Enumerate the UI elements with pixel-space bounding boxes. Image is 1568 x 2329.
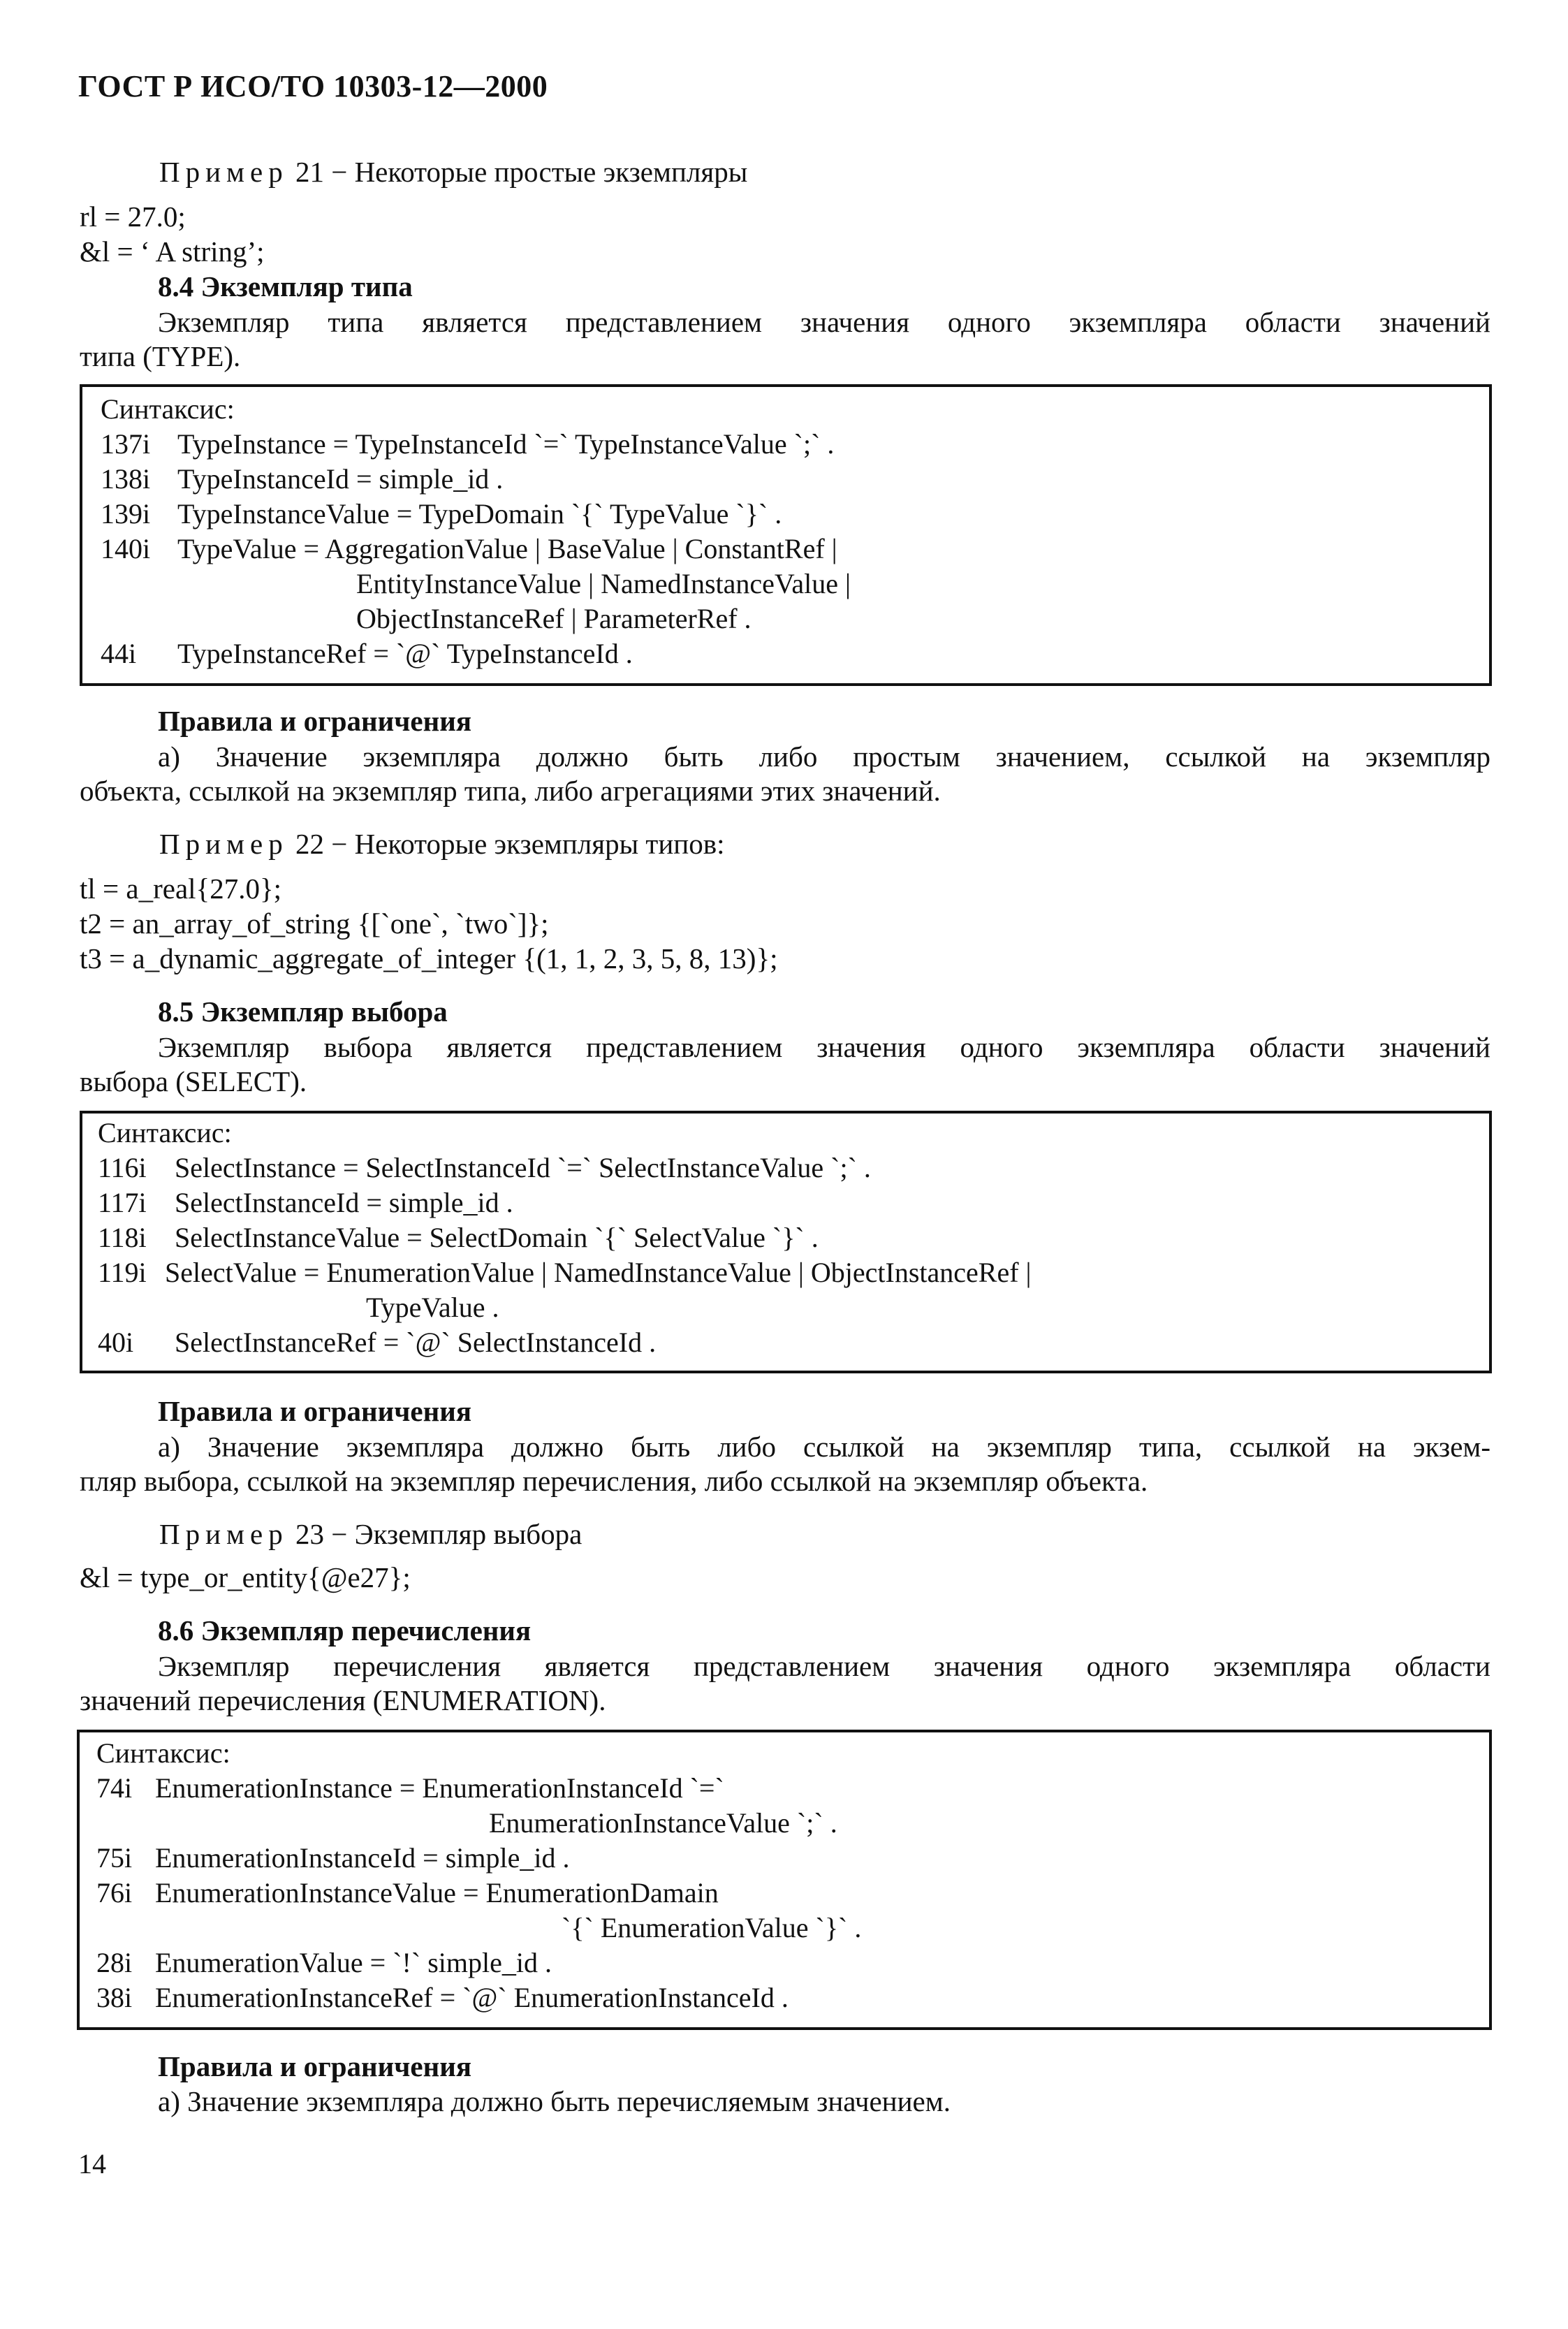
syntax-rule-text: SelectInstanceRef = `@` SelectInstanceId . <box>175 1327 657 1358</box>
syntax-title: Синтаксис: <box>98 1117 232 1148</box>
rule-line: а) Значение экземпляра должно быть либо простым значением, ссылкой на экземпляр <box>158 740 1490 773</box>
syntax-rule-number: 40i <box>98 1327 134 1358</box>
rule-line: объекта, ссылкой на экземпляр типа, либо агрегациями этих значений. <box>80 775 941 807</box>
section-heading: 8.5 Экземпляр выбора <box>158 995 448 1028</box>
document-header: ГОСТ Р ИСО/ТО 10303-12—2000 <box>78 69 548 103</box>
example-22 <box>159 827 724 861</box>
syntax-rule-number: 44i <box>101 638 137 669</box>
paragraph-line: типа (TYPE). <box>80 340 241 372</box>
syntax-rule-text: SelectInstanceId = simple_id . <box>175 1187 513 1218</box>
syntax-rule-number: 140i <box>101 533 151 564</box>
syntax-rule-continuation: EnumerationInstanceValue `;` . <box>489 1807 837 1839</box>
rules-heading: Правила и ограничения <box>158 1395 471 1427</box>
example-23 <box>159 1517 582 1552</box>
rule-line: а) Значение экземпляра должно быть либо ссылкой на экземпляр типа, ссылкой на экзем- <box>158 1431 1490 1463</box>
section-heading: 8.4 Экземпляр типа <box>158 270 413 302</box>
syntax-box <box>80 1111 1492 1373</box>
section-heading: 8.6 Экземпляр перечисления <box>158 1614 532 1647</box>
page-number: 14 <box>78 2148 106 2180</box>
example-label: Пример <box>159 156 288 188</box>
code-line: tl = a_real{27.0}; <box>80 873 282 905</box>
example-label: Пример <box>159 828 288 860</box>
syntax-rule-number: 118i <box>98 1222 147 1253</box>
rules-heading: Правила и ограничения <box>158 705 471 737</box>
example-text: 23 − Экземпляр выбора <box>288 1518 582 1550</box>
code-line: t2 = an_array_of_string {[`one`, `two`]}; <box>80 907 549 940</box>
syntax-rule-continuation: ObjectInstanceRef | ParameterRef . <box>356 603 752 634</box>
paragraph-line: Экземпляр выбора является представлением значения одного экземпляра области значений <box>158 1031 1490 1063</box>
syntax-rule-text: TypeValue = AggregationValue | BaseValue | ConstantRef | <box>177 533 837 564</box>
syntax-rule-continuation: EntityInstanceValue | NamedInstanceValue | <box>356 568 851 599</box>
syntax-rule-number: 119i <box>98 1257 147 1288</box>
rule-line: пляр выбора, ссылкой на экземпляр перечисления, либо ссылкой на экземпляр объекта. <box>80 1465 1148 1497</box>
syntax-rule-continuation: TypeValue . <box>366 1292 499 1323</box>
paragraph-line: Экземпляр перечисления является представлением значения одного экземпляра области <box>158 1650 1490 1682</box>
example-label: Пример <box>159 1518 288 1550</box>
rules-heading: Правила и ограничения <box>158 2050 471 2082</box>
code-line: t3 = a_dynamic_aggregate_of_integer {(1, 1, 2, 3, 5, 8, 13)}; <box>80 942 778 974</box>
code-line: &l = ‘ A string’; <box>80 235 265 268</box>
code-line: rl = 27.0; <box>80 200 186 233</box>
syntax-box <box>77 1730 1492 2030</box>
syntax-rule-text: TypeInstanceValue = TypeDomain `{` TypeValue `}` . <box>177 498 782 530</box>
syntax-rule-text: EnumerationInstanceValue = EnumerationDamain <box>155 1877 719 1908</box>
syntax-title: Синтаксис: <box>96 1737 230 1769</box>
code-line: &l = type_or_entity{@e27}; <box>80 1561 411 1593</box>
syntax-rule-number: 117i <box>98 1187 147 1218</box>
example-text: 21 − Некоторые простые экземпляры <box>288 156 748 188</box>
syntax-rule-number: 137i <box>101 428 151 460</box>
syntax-title: Синтаксис: <box>101 393 235 425</box>
syntax-rule-text: EnumerationInstanceId = simple_id . <box>155 1842 570 1874</box>
paragraph-line: Экземпляр типа является представлением значения одного экземпляра области значений <box>158 306 1490 338</box>
syntax-rule-number: 38i <box>96 1982 133 2013</box>
syntax-rule-text: SelectValue = EnumerationValue | NamedInstanceValue | ObjectInstanceRef | <box>165 1257 1032 1288</box>
syntax-box <box>80 384 1492 686</box>
syntax-rule-text: SelectInstance = SelectInstanceId `=` SelectInstanceValue `;` . <box>175 1152 871 1183</box>
syntax-rule-number: 74i <box>96 1772 133 1804</box>
syntax-rule-number: 76i <box>96 1877 133 1908</box>
example-text: 22 − Некоторые экземпляры типов: <box>288 828 725 860</box>
syntax-rule-number: 28i <box>96 1947 133 1978</box>
syntax-rule-text: TypeInstance = TypeInstanceId `=` TypeInstanceValue `;` . <box>177 428 835 460</box>
syntax-rule-number: 139i <box>101 498 151 530</box>
syntax-rule-text: TypeInstanceRef = `@` TypeInstanceId . <box>177 638 633 669</box>
syntax-rule-text: EnumerationValue = `!` simple_id . <box>155 1947 552 1978</box>
paragraph-line: выбора (SELECT). <box>80 1065 307 1097</box>
paragraph-line: значений перечисления (ENUMERATION). <box>80 1684 606 1716</box>
syntax-rule-text: TypeInstanceId = simple_id . <box>177 463 504 495</box>
rule-line: а) Значение экземпляра должно быть перечисляемым значением. <box>158 2085 951 2117</box>
syntax-rule-continuation: `{` EnumerationValue `}` . <box>562 1912 862 1943</box>
syntax-rule-text: EnumerationInstanceRef = `@` EnumerationInstanceId . <box>155 1982 789 2013</box>
syntax-rule-text: SelectInstanceValue = SelectDomain `{` SelectValue `}` . <box>175 1222 819 1253</box>
syntax-rule-number: 138i <box>101 463 151 495</box>
syntax-rule-number: 75i <box>96 1842 133 1874</box>
example-21 <box>159 155 747 189</box>
syntax-rule-number: 116i <box>98 1152 147 1183</box>
syntax-rule-text: EnumerationInstance = EnumerationInstanceId `=` <box>155 1772 724 1804</box>
